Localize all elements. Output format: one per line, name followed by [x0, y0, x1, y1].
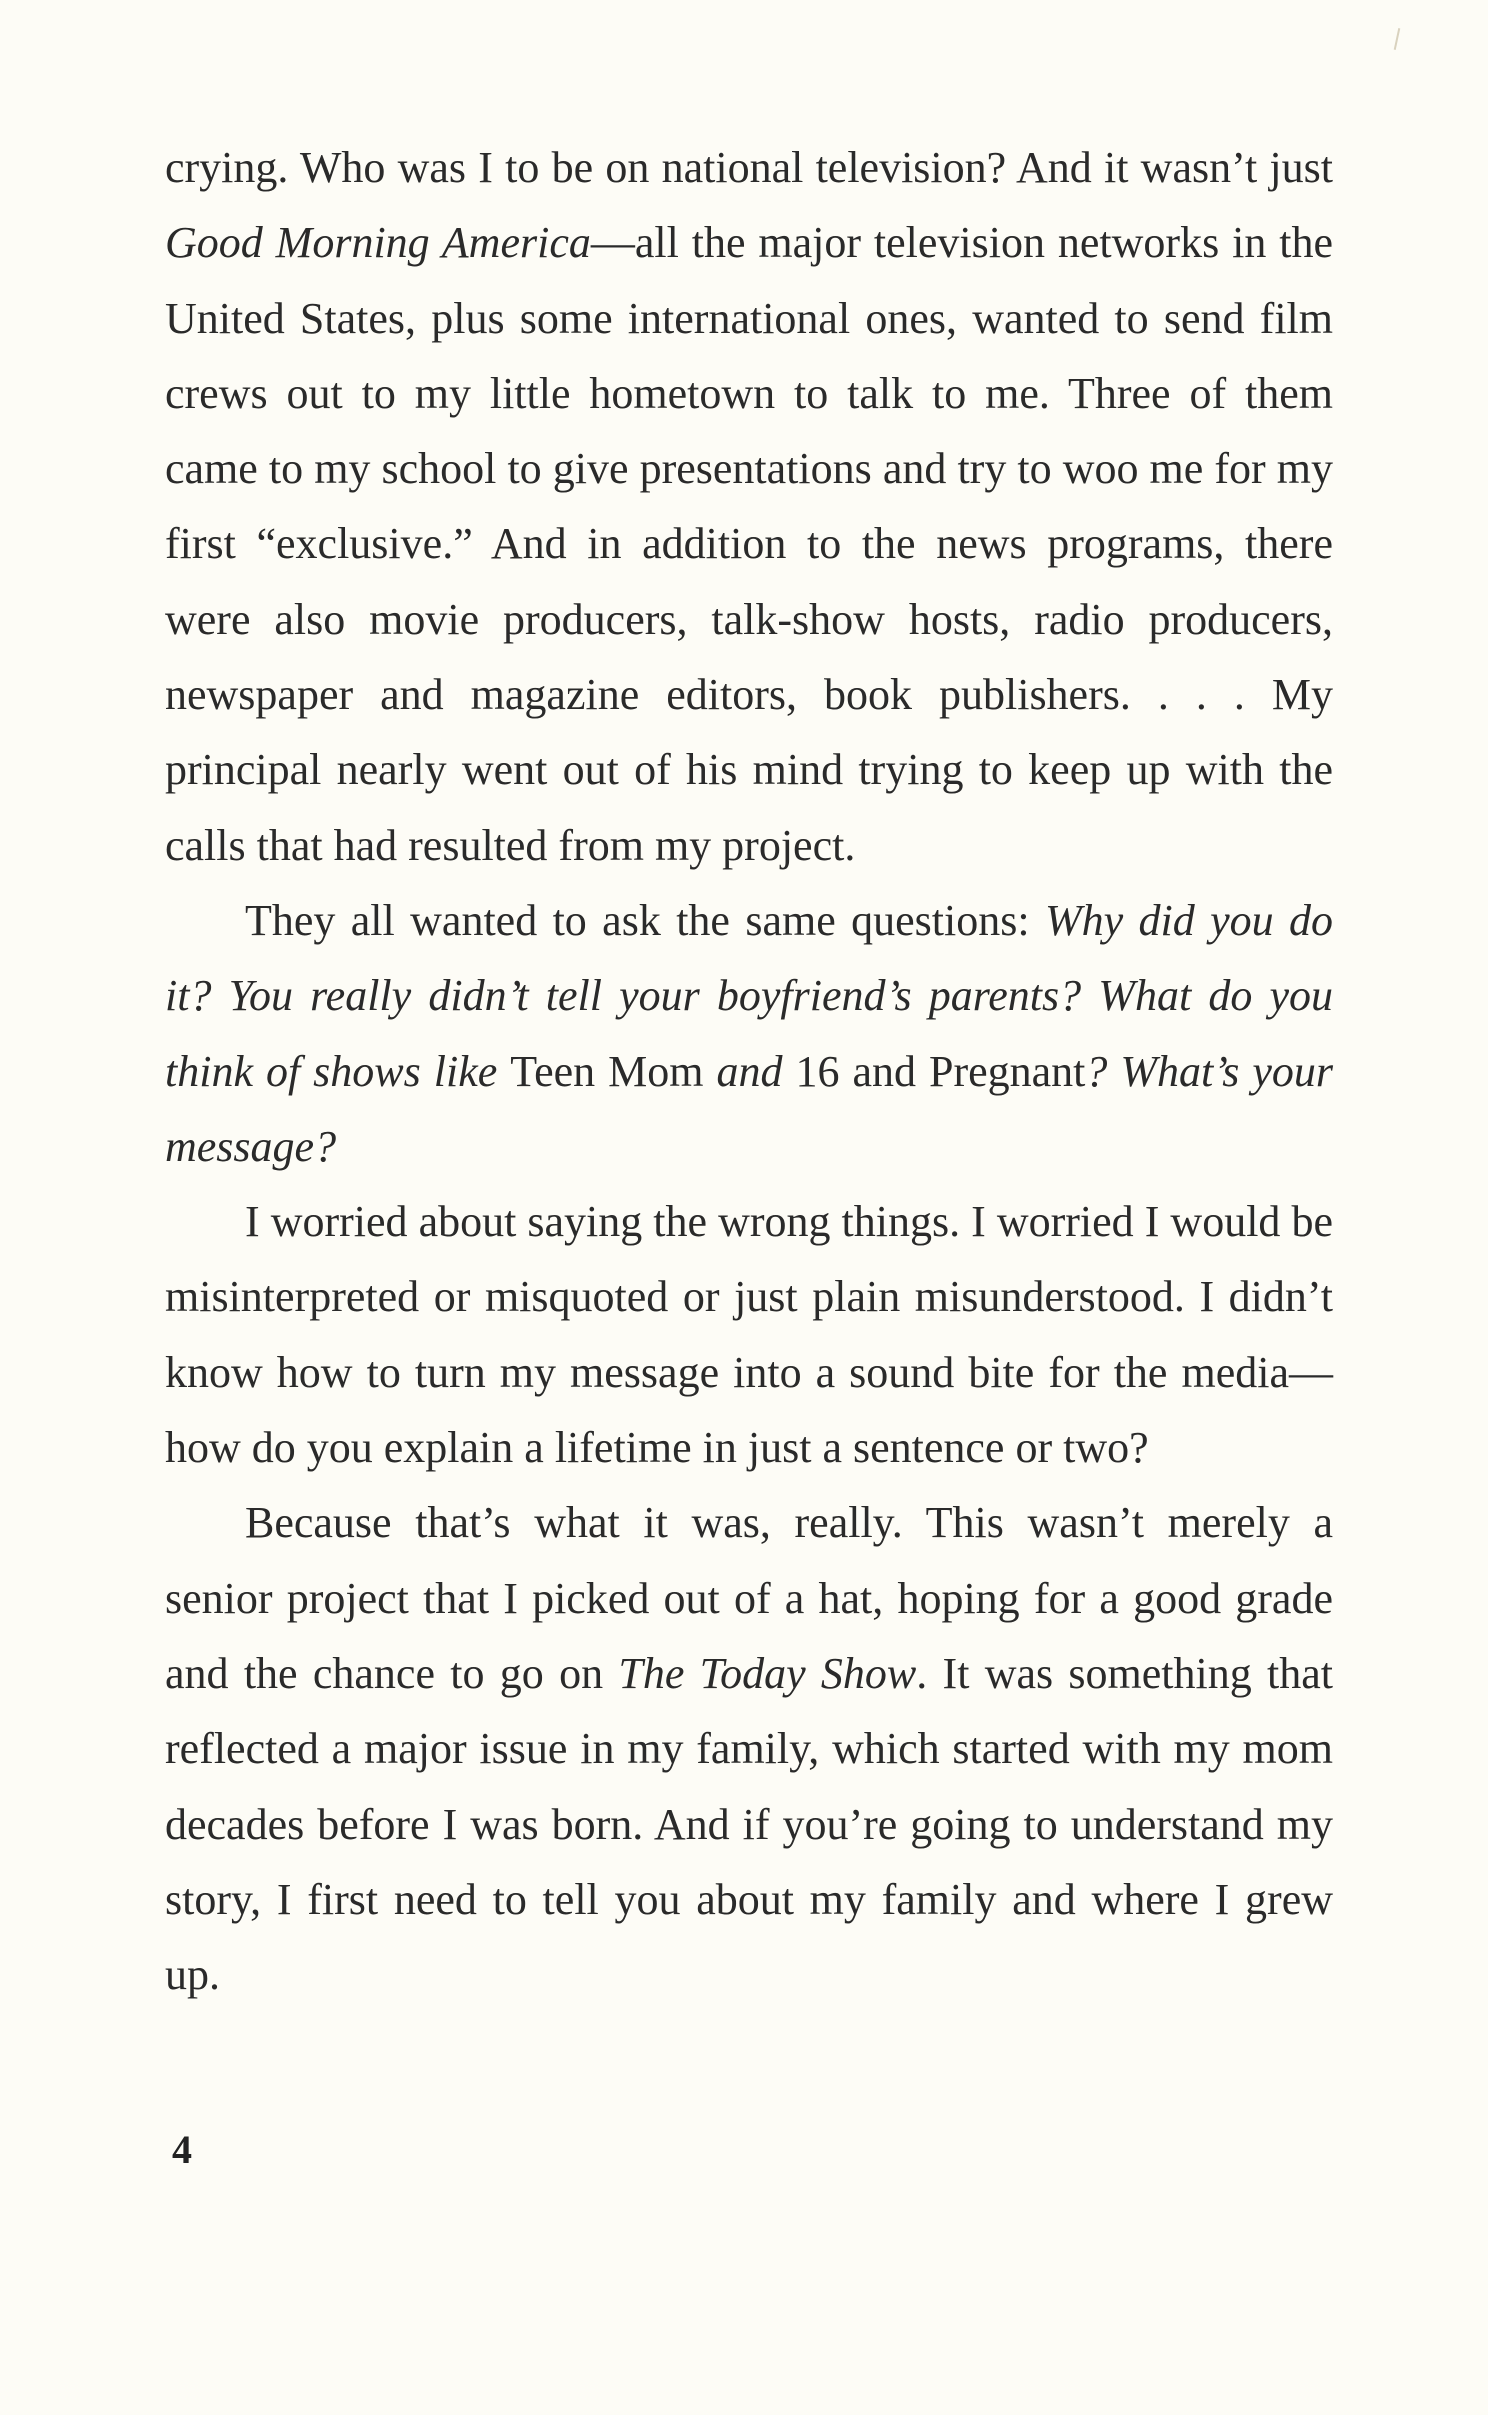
paragraph-2-title-teen-mom: Teen Mom — [510, 1046, 717, 1096]
paragraph-4 — [165, 1485, 1333, 2012]
page-number: 4 — [172, 2127, 192, 2172]
paragraph-3-text-1: I worried about saying the wrong things. I worried I would be misinterpreted or misquoted or just plain misunderstood. I didn’t know how to turn my message into a sound bite for the media—how do you explain a lifetime in just a sentence or two? — [165, 1197, 1333, 1473]
paragraph-1-text-2: —all the major television networks in the United States, plus some international ones, wanted to send film crews out to my little hometown to talk to me. Three of them came to my school to give presentations and try to woo me for my first “exclusive.” And in addition to the news programs, there were also movie producers, talk-show hosts, radio producers, newspaper and magazine editors, book publishers. . . . My principal nearly went out of his mind trying to keep up with the calls that had resulted from my project. — [165, 218, 1333, 870]
paragraph-2-and: and — [716, 1046, 796, 1096]
page-body — [165, 130, 1333, 2012]
paragraph-1-title-good-morning-america: Good Morning America — [165, 218, 591, 268]
paragraph-2-text-1: They all wanted to ask the same questions: — [245, 895, 1045, 945]
margin-mark — [1394, 28, 1401, 50]
paragraph-3 — [165, 1184, 1333, 1485]
paragraph-4-text-2: . It was something that reflected a major issue in my family, which started with my mom decades before I was born. And if you’re going to understand my story, I first need to tell you about my family and where I grew up. — [165, 1648, 1334, 2000]
paragraph-2 — [165, 883, 1333, 1184]
paragraph-2-message-question: ? What’s your message? — [165, 1046, 1334, 1171]
paragraph-4-text-1: Because that’s what it was, really. This wasn’t merely a senior project that I picked out of a hat, hoping for a good grade and the chance to go on — [165, 1498, 1333, 1698]
paragraph-4-title-today-show: The Today Show — [618, 1648, 917, 1698]
paragraph-2-questions: Why did you do it? You really didn’t tell your boyfriend’s parents? What do you think of shows like — [165, 895, 1333, 1096]
paragraph-1 — [165, 130, 1333, 883]
paragraph-2-title-16-and-pregnant: 16 and Pregnant — [795, 1046, 1086, 1096]
paragraph-1-text-1: crying. Who was I to be on national television? And it wasn’t just — [165, 143, 1333, 192]
